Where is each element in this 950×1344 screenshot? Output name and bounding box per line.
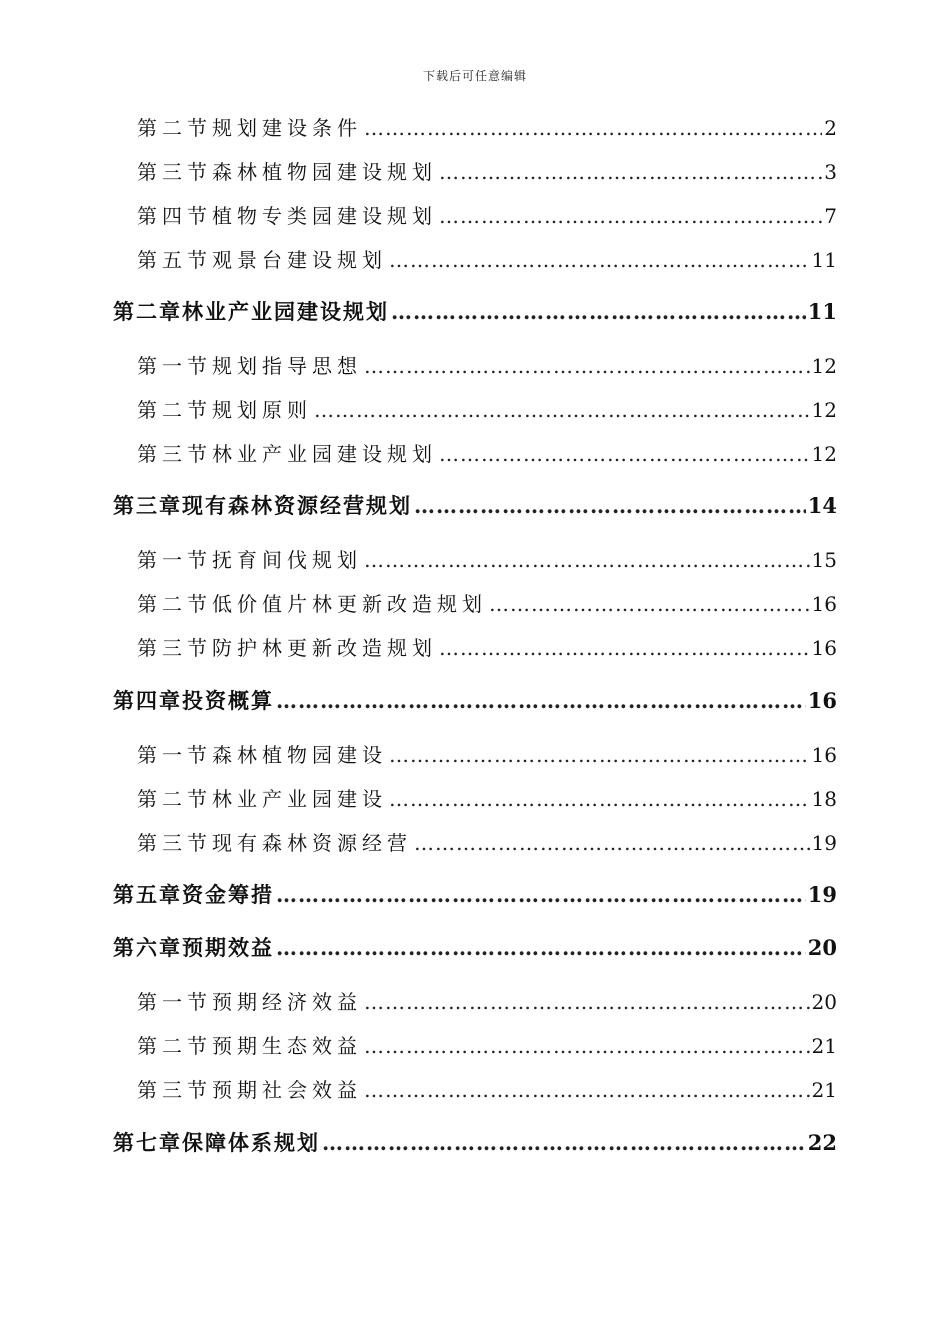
chapter-number: 第四章 (113, 688, 182, 713)
dot-leader (276, 935, 806, 960)
dot-leader (439, 204, 822, 228)
toc-chapter-entry[interactable] (113, 685, 837, 719)
section-title: 规划建设条件 (212, 116, 362, 140)
section-number: 第一节 (137, 990, 212, 1014)
dot-leader (439, 636, 810, 660)
toc-chapter-entry[interactable] (113, 1127, 837, 1161)
dot-leader (364, 354, 810, 378)
page-number: 7 (824, 204, 837, 228)
section-title: 规划指导思想 (212, 354, 362, 378)
section-number: 第一节 (137, 354, 212, 378)
section-number: 第一节 (137, 548, 212, 572)
toc-section-entry[interactable] (137, 200, 837, 234)
section-number: 第三节 (137, 1078, 212, 1102)
page-number: 12 (811, 354, 837, 378)
section-number: 第二节 (137, 592, 212, 616)
page-number: 21 (811, 1034, 837, 1058)
chapter-title: 保障体系规划 (182, 1130, 320, 1155)
toc-section-entry[interactable] (137, 783, 837, 817)
section-title: 森林植物园建设 (212, 743, 387, 767)
section-number: 第二节 (137, 398, 212, 422)
section-title: 现有森林资源经营 (212, 831, 412, 855)
section-title: 规划原则 (212, 398, 312, 422)
section-number: 第五节 (137, 248, 212, 272)
page-number: 21 (811, 1078, 837, 1102)
page-number: 18 (811, 787, 837, 811)
section-title: 抚育间伐规划 (212, 548, 362, 572)
dot-leader (489, 592, 810, 616)
dot-leader (276, 688, 806, 713)
section-title: 林业产业园建设 (212, 787, 387, 811)
section-number: 第三节 (137, 636, 212, 660)
page-number: 2 (824, 116, 837, 140)
dot-leader (389, 743, 810, 767)
page-number: 14 (807, 493, 837, 518)
section-number: 第四节 (137, 204, 212, 228)
toc-section-entry[interactable] (137, 739, 837, 773)
section-title: 植物专类园建设规划 (212, 204, 437, 228)
chapter-title: 预期效益 (182, 935, 274, 960)
section-title: 预期生态效益 (212, 1034, 362, 1058)
chapter-number: 第五章 (113, 882, 182, 907)
chapter-title: 投资概算 (182, 688, 274, 713)
section-number: 第一节 (137, 743, 212, 767)
toc-section-entry[interactable] (137, 112, 837, 146)
toc-chapter-entry[interactable] (113, 879, 837, 913)
dot-leader (276, 882, 806, 907)
dot-leader (391, 299, 806, 324)
dot-leader (414, 493, 806, 518)
toc-section-entry[interactable] (137, 156, 837, 190)
section-title: 预期经济效益 (212, 990, 362, 1014)
page-number: 20 (811, 990, 837, 1014)
dot-leader (314, 398, 810, 422)
dot-leader (414, 831, 810, 855)
page-number: 16 (811, 743, 837, 767)
section-title: 森林植物园建设规划 (212, 160, 437, 184)
toc-section-entry[interactable] (137, 588, 837, 622)
page-number: 12 (811, 398, 837, 422)
section-number: 第二节 (137, 787, 212, 811)
page-number: 20 (807, 935, 837, 960)
dot-leader (364, 116, 822, 140)
toc-section-entry[interactable] (137, 986, 837, 1020)
chapter-title: 林业产业园建设规划 (182, 299, 389, 324)
page-number: 12 (811, 442, 837, 466)
page-number: 16 (811, 636, 837, 660)
dot-leader (364, 1034, 810, 1058)
toc-section-entry[interactable] (137, 350, 837, 384)
section-title: 观景台建设规划 (212, 248, 387, 272)
page-number: 16 (811, 592, 837, 616)
toc-section-entry[interactable] (137, 544, 837, 578)
chapter-title: 资金筹措 (182, 882, 274, 907)
toc-section-entry[interactable] (137, 827, 837, 861)
toc-chapter-entry[interactable] (113, 296, 837, 330)
page-number: 19 (807, 882, 837, 907)
page-number: 16 (807, 688, 837, 713)
section-number: 第二节 (137, 116, 212, 140)
toc-chapter-entry[interactable] (113, 490, 837, 524)
dot-leader (439, 160, 822, 184)
section-title: 防护林更新改造规划 (212, 636, 437, 660)
dot-leader (389, 787, 810, 811)
page-number: 3 (824, 160, 837, 184)
toc-section-entry[interactable] (137, 1030, 837, 1064)
dot-leader (439, 442, 810, 466)
chapter-number: 第六章 (113, 935, 182, 960)
chapter-number: 第七章 (113, 1130, 182, 1155)
page-number: 15 (811, 548, 837, 572)
dot-leader (389, 248, 810, 272)
toc-chapter-entry[interactable] (113, 932, 837, 966)
toc-section-entry[interactable] (137, 438, 837, 472)
dot-leader (364, 548, 810, 572)
toc-section-entry[interactable] (137, 394, 837, 428)
section-number: 第三节 (137, 831, 212, 855)
toc-section-entry[interactable] (137, 1074, 837, 1108)
page-number: 11 (811, 248, 837, 272)
toc-section-entry[interactable] (137, 244, 837, 278)
page-number: 11 (807, 299, 837, 324)
page-number: 19 (811, 831, 837, 855)
chapter-number: 第二章 (113, 299, 182, 324)
section-title: 林业产业园建设规划 (212, 442, 437, 466)
section-number: 第二节 (137, 1034, 212, 1058)
chapter-number: 第三章 (113, 493, 182, 518)
dot-leader (322, 1130, 806, 1155)
dot-leader (364, 990, 810, 1014)
toc-section-entry[interactable] (137, 632, 837, 666)
section-title: 预期社会效益 (212, 1078, 362, 1102)
page-header: 下载后可任意编辑 (422, 69, 527, 83)
section-title: 低价值片林更新改造规划 (212, 592, 487, 616)
chapter-title: 现有森林资源经营规划 (182, 493, 412, 518)
page-number: 22 (807, 1130, 837, 1155)
section-number: 第三节 (137, 160, 212, 184)
section-number: 第三节 (137, 442, 212, 466)
dot-leader (364, 1078, 810, 1102)
